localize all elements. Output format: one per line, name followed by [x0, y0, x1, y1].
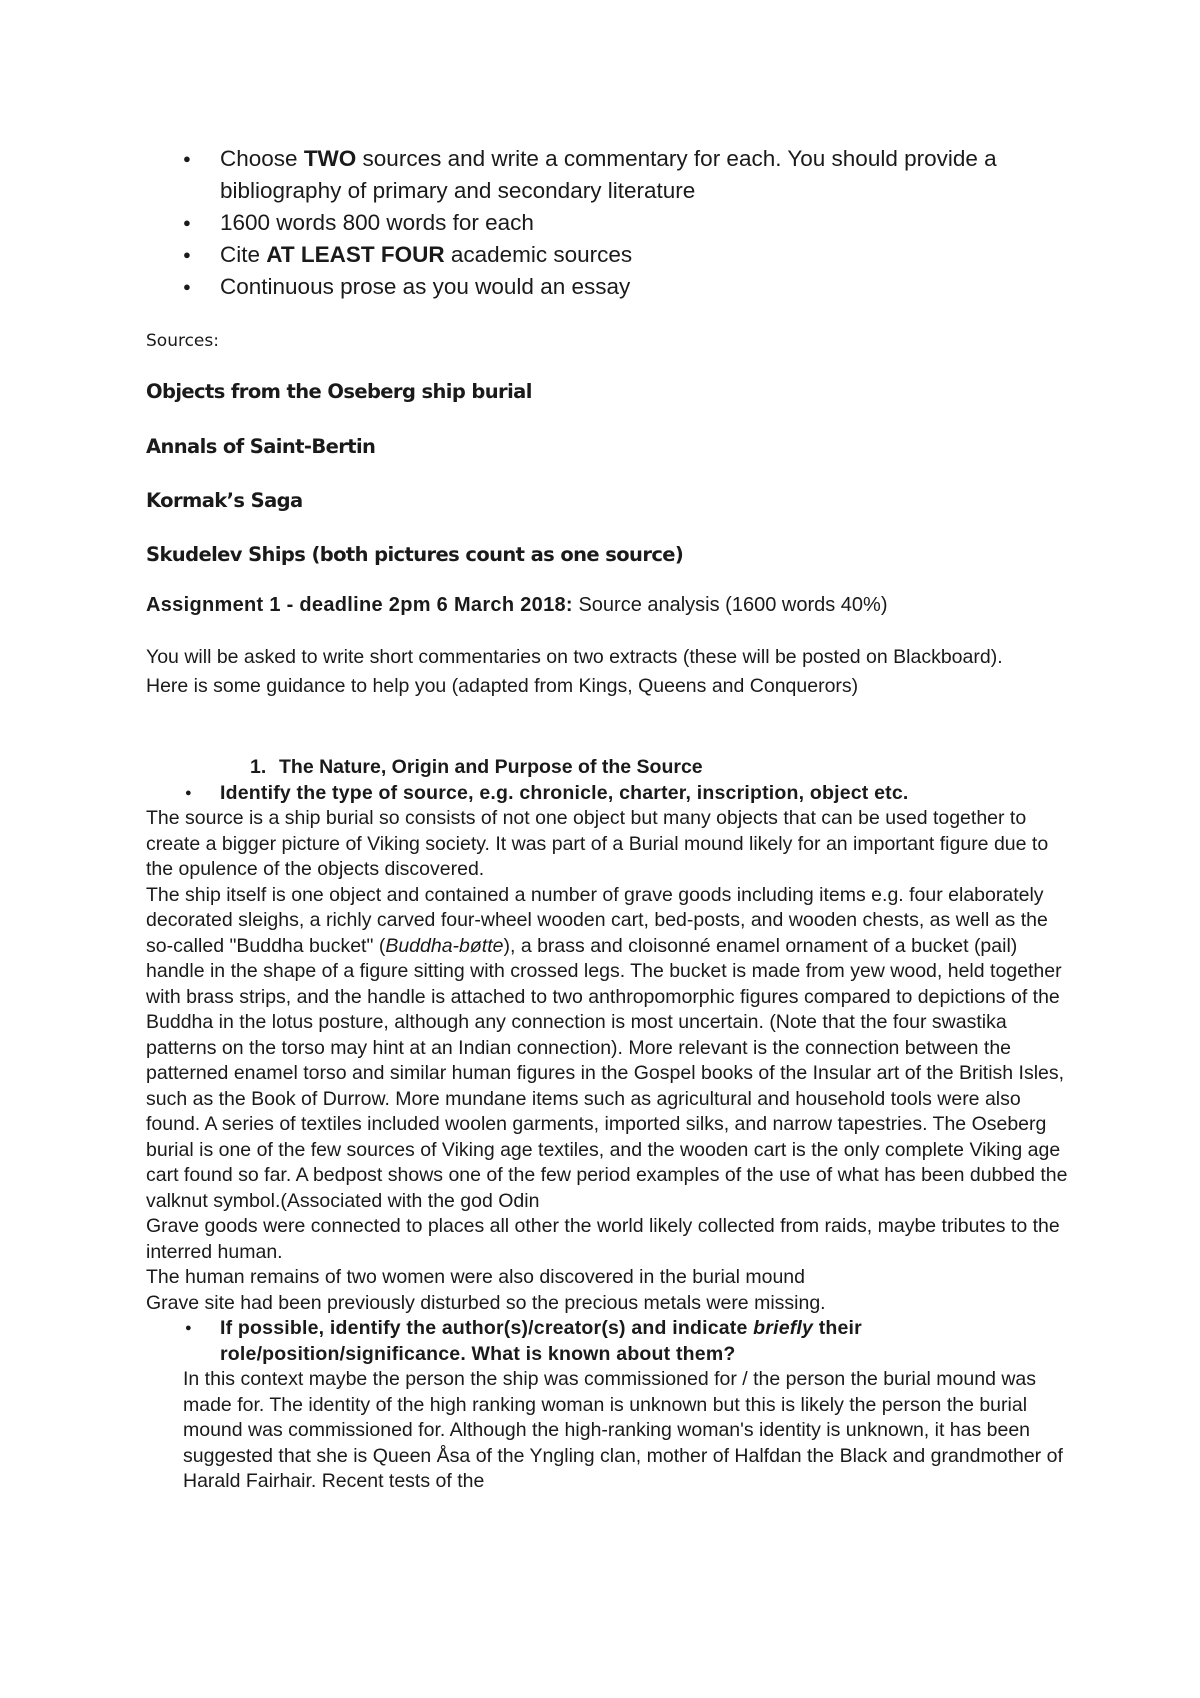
- source-item: Objects from the Oseberg ship burial: [146, 380, 532, 403]
- sources-label: Sources:: [146, 331, 219, 351]
- source-item: Kormak’s Saga: [146, 489, 303, 512]
- paragraph: The source is a ship burial so consists of not one object but many objects that can be used together to create a bigger picture of Viking society. It was part of a Burial mound likely for an important figure due to the opulence of the objects discovered.: [146, 807, 1049, 880]
- section-heading: 1. The Nature, Origin and Purpose of the Source: [250, 756, 703, 778]
- instruction-list: [180, 143, 1080, 303]
- section-body: [146, 755, 1076, 1495]
- source-item: Skudelev Ships (both pictures count as one source): [146, 543, 684, 566]
- paragraph: The human remains of two women were also discovered in the burial mound: [146, 1266, 806, 1288]
- list-item: ● Cite AT LEAST FOUR academic sources: [180, 239, 1080, 271]
- paragraph: Grave site had been previously disturbed so the precious metals were missing.: [146, 1291, 826, 1314]
- list-item: ● 1600 words 800 words for each: [180, 207, 1080, 239]
- guidance-bullet: ● Identify the type of source, e.g. chronicle, charter, inscription, object etc.: [146, 781, 1076, 807]
- source-item: Annals of Saint-Bertin: [146, 435, 376, 458]
- list-item: ● Continuous prose as you would an essay: [180, 271, 1080, 303]
- emphasis: AT LEAST FOUR: [266, 242, 445, 267]
- assignment-line: Assignment 1 - deadline 2pm 6 March 2018: Source analysis (1600 words 40%): [146, 594, 888, 616]
- paragraph: Grave goods were connected to places all other the world likely collected from raids, maybe tributes to the interred human.: [146, 1215, 1060, 1263]
- paragraph: In this context maybe the person the ship was commissioned for / the person the burial mound was made for. The identity of the high ranking woman is unknown but this is likely the person the burial mound was commissioned for. Although the high-ranking woman's identity is unknown, it has been suggested that she is Queen Åsa of the Yngling clan, mother of Halfdan the Black and grandmother of Harald Fairhair. Recent tests of the: [183, 1368, 1063, 1492]
- guidance-bullet: ● If possible, identify the author(s)/creator(s) and indicate briefly their role/position/significance. What is known about them?: [146, 1316, 1076, 1367]
- emphasis: TWO: [303, 146, 357, 171]
- paragraph: The ship itself is one object and contained a number of grave goods including items e.g. four elaborately decorated sleighs, a richly carved four-wheel wooden cart, bed-posts, and wooden chests, as well as the so-called "Buddha bucket" (Buddha-bøtte), a brass and cloisonné enamel ornament of a bucket (pail) handle in the shape of a figure sitting with crossed legs. The bucket is made from yew wood, held together with brass strips, and the handle is attached to two anthropomorphic figures compared to depictions of the Buddha in the lotus posture, although any connection is most uncertain. (Note that the four swastika patterns on the torso may hint at an Indian connection). More relevant is the connection between the patterned enamel torso and similar human figures in the Gospel books of the Insular art of the British Isles, such as the Book of Durrow. More mundane items such as agricultural and household tools were also found. A series of textiles included woolen garments, imported silks, and narrow tapestries. The Oseberg burial is one of the few sources of Viking age textiles, and the wooden cart is the only complete Viking age cart found so far. A bedpost shows one of the few period examples of the use of what has been dubbed the valknut symbol.(Associated with the god Odin: [146, 883, 1068, 1212]
- list-item: ● Choose TWO sources and write a commentary for each. You should provide a bibliography of primary and secondary literature: [180, 143, 1080, 207]
- intro-paragraph: You will be asked to write short commentaries on two extracts (these will be posted on Blackboard). Here is some guidance to help you (adapted from Kings, Queens and Conquerors): [146, 646, 1003, 697]
